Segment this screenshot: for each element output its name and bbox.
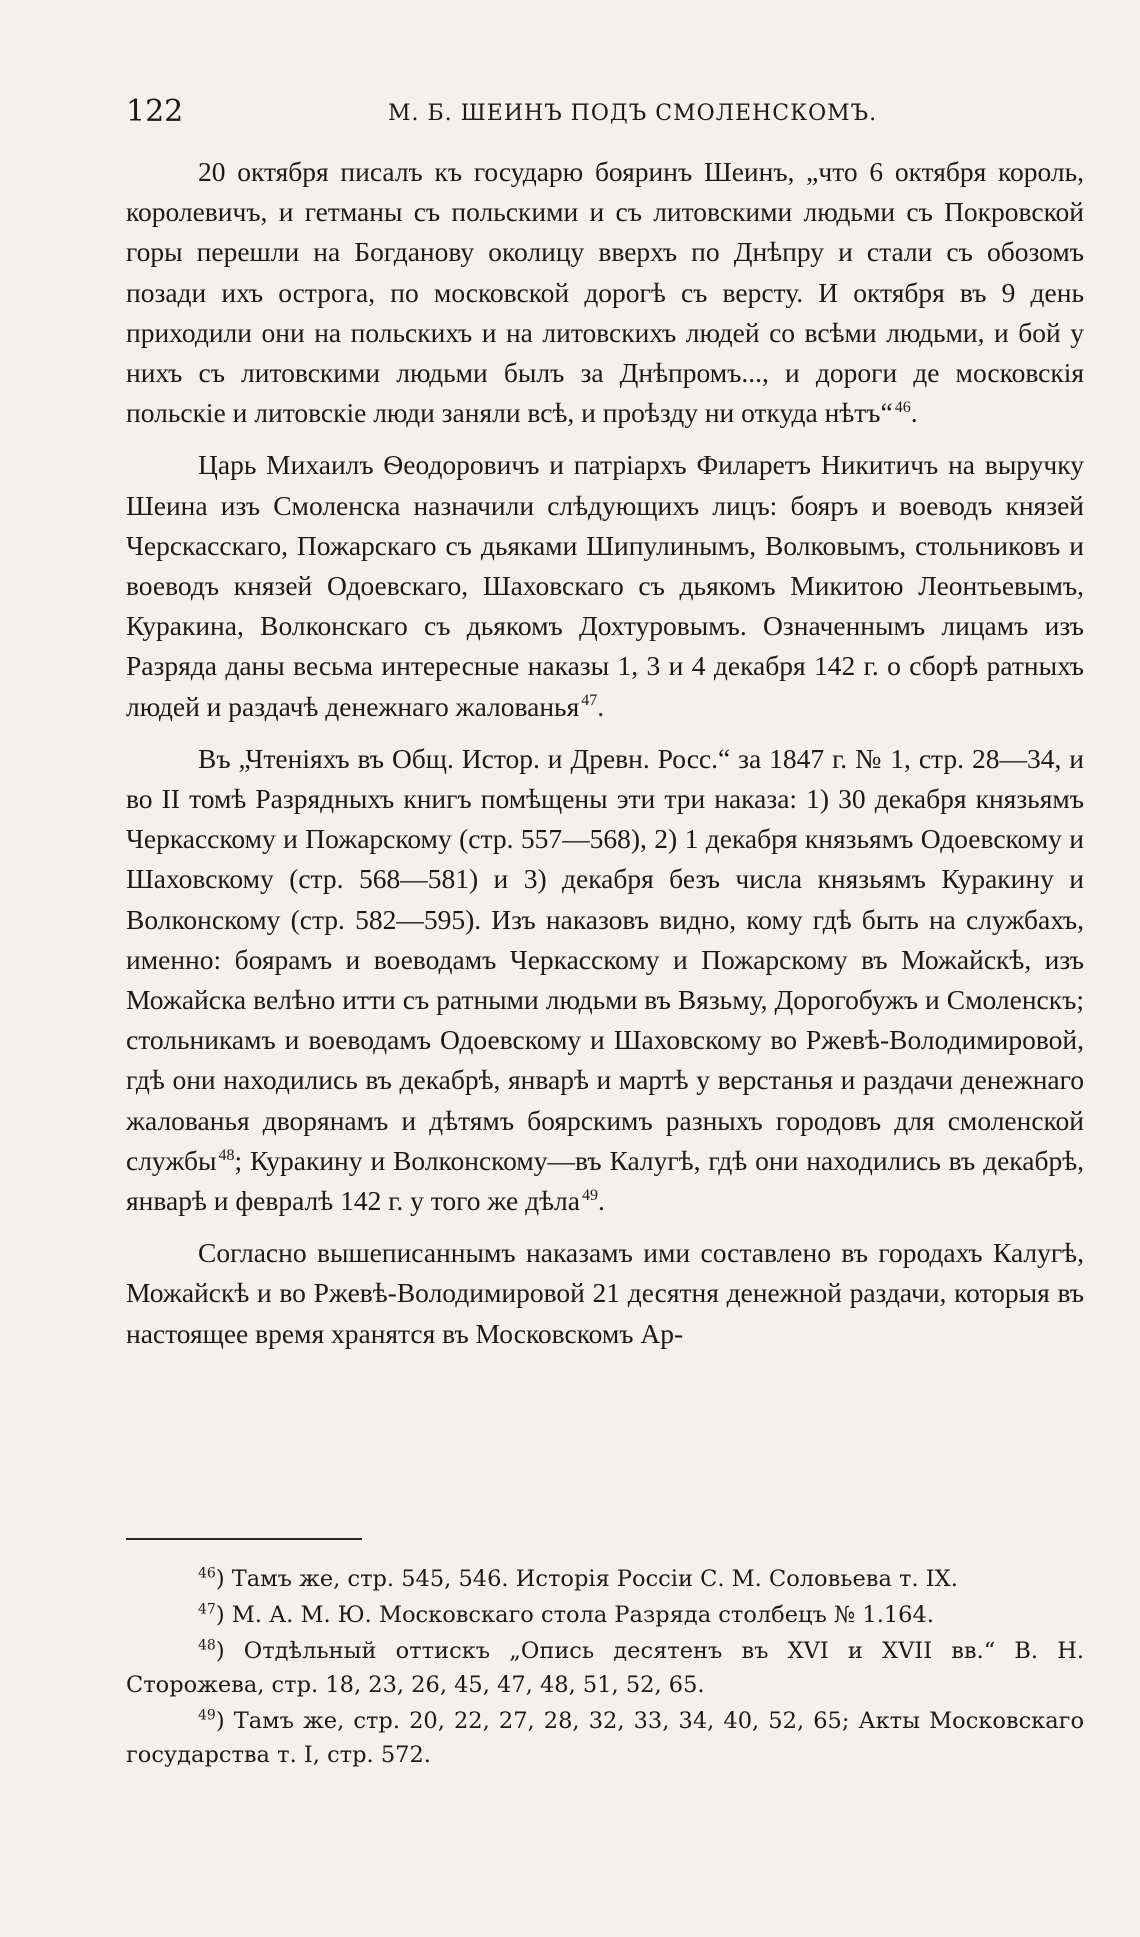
footnote-number: 49 bbox=[198, 1707, 216, 1724]
footnote-text: ) М. А. М. Ю. Московскаго стола Разряда столбецъ № 1.164. bbox=[215, 1602, 934, 1628]
footnote-reference: 47 bbox=[581, 692, 598, 710]
running-title: М. Б. ШЕИНЪ ПОДЪ СМОЛЕНСКОМЪ. bbox=[388, 101, 878, 126]
paragraph-3 bbox=[126, 739, 1084, 1221]
footnote-text: ) Тамъ же, стр. 545, 546. Исторія Россіи С. М. Соловьева т. IX. bbox=[215, 1566, 958, 1592]
paragraph-4 bbox=[126, 1233, 1084, 1354]
paragraph-text: Въ „Чтеніяхъ въ Общ. Истор. и Древн. Росс.“ за 1847 г. № 1, стр. 28—34, и во II томѣ Разрядныхъ книгъ помѣщены эти три наказа: 1) 30 декабря князьямъ Черкасскому и Пожарскому (стр. 557—568), 2) 1 декабря князьямъ Одоевскому и Шаховскому (стр. 568—581) и 3) декабря безъ числа князьямъ Куракину и Волконскому (стр. 582—595). Изъ наказовъ видно, кому гдѣ быть на службахъ, именно: боярамъ и воеводамъ Черкасскому и Пожарскому въ Можайскѣ, изъ Можайска велѣно итти съ ратными людьми въ Вязьму, Дорогобужъ и Смоленскъ; стольникамъ и воеводамъ Одоевскому и Шаховскому во Ржевѣ-Володимировой, гдѣ они находились въ декабрѣ, январѣ и мартѣ у верстанья и раздачи денежнаго жалованья дворянамъ и дѣтямъ боярскимъ разныхъ городовъ для смоленской службы bbox=[126, 742, 1084, 1176]
page-header bbox=[126, 92, 1086, 132]
paragraph-text: 20 октября писалъ къ государю бояринъ Шеинъ, „что 6 октября король, королевичъ, и гетманы съ польскими и съ литовскими людьми съ Покровской горы перешли на Богданову околицу вверхъ по Днѣпру и стали съ обозомъ позади ихъ острога, по московской дорогѣ съ версту. И октября въ 9 день приходили они на польскихъ и на литовскихъ людей со всѣми людьми, и бой у нихъ съ литовскими людьми былъ за Днѣпромъ..., и дороги де московскія польскіе и литовскіе люди заняли всѣ, и проѣзду ни откуда нѣтъ“ bbox=[126, 156, 1084, 429]
paragraph-1 bbox=[126, 152, 1084, 433]
main-text bbox=[126, 152, 1084, 1354]
footnote-reference: 49 bbox=[581, 1186, 598, 1204]
paragraph-text: Царь Михаилъ Ѳеодоровичъ и патріархъ Филаретъ Никитичъ на выручку Шеина изъ Смоленска назначили слѣдующихъ лицъ: бояръ и воеводъ князей Черскасскаго, Пожарскаго съ дьяками Шипулинымъ, Волковымъ, стольниковъ и воеводъ князей Одоевскаго, Шаховскаго съ дьякомъ Микитою Леонтьевымъ, Куракина, Волконскаго съ дьякомъ Дохтуровымъ. Означеннымъ лицамъ изъ Разряда даны весьма интересные наказы 1, 3 и 4 декабря 142 г. о сборѣ ратныхъ людей и раздачѣ денежнаго жалованья bbox=[126, 449, 1084, 722]
page-number: 122 bbox=[126, 94, 184, 129]
paragraph-text: Согласно вышеписаннымъ наказамъ ими составлено въ городахъ Калугѣ, Можайскѣ и во Ржевѣ-Володимировой 21 десятня денежной раздачи, которыя въ настоящее время хранятся въ Московскомъ Ар- bbox=[126, 1237, 1084, 1349]
footnote-divider bbox=[126, 1538, 362, 1540]
footnotes bbox=[126, 1562, 1084, 1774]
footnote-reference: 48 bbox=[218, 1146, 235, 1164]
paragraph-2 bbox=[126, 445, 1084, 726]
footnote-text: ) Отдѣльный оттискъ „Опись десятенъ въ XVI и XVII вв.“ В. Н. Сторожева, стр. 18, 23, 26, 45, 47, 48, 51, 52, 65. bbox=[126, 1638, 1084, 1698]
footnote-item bbox=[126, 1598, 1084, 1632]
paragraph-end: . bbox=[597, 690, 605, 722]
footnote-number: 48 bbox=[198, 1637, 216, 1654]
footnote-number: 46 bbox=[198, 1565, 216, 1582]
footnote-item bbox=[126, 1634, 1084, 1702]
paragraph-end: . bbox=[910, 397, 918, 429]
footnote-item bbox=[126, 1562, 1084, 1596]
footnote-reference: 46 bbox=[894, 399, 911, 417]
paragraph-end: . bbox=[597, 1185, 605, 1217]
footnote-number: 47 bbox=[198, 1601, 216, 1618]
footnote-item bbox=[126, 1704, 1084, 1772]
footnote-text: ) Тамъ же, стр. 20, 22, 27, 28, 32, 33, 34, 40, 52, 65; Акты Московскаго государства т. I, стр. 572. bbox=[126, 1708, 1084, 1768]
paragraph-continuation: ; Куракину и Волконскому—въ Калугѣ, гдѣ они находились въ декабрѣ, январѣ и февралѣ 142 г. у того же дѣла bbox=[126, 1144, 1084, 1217]
